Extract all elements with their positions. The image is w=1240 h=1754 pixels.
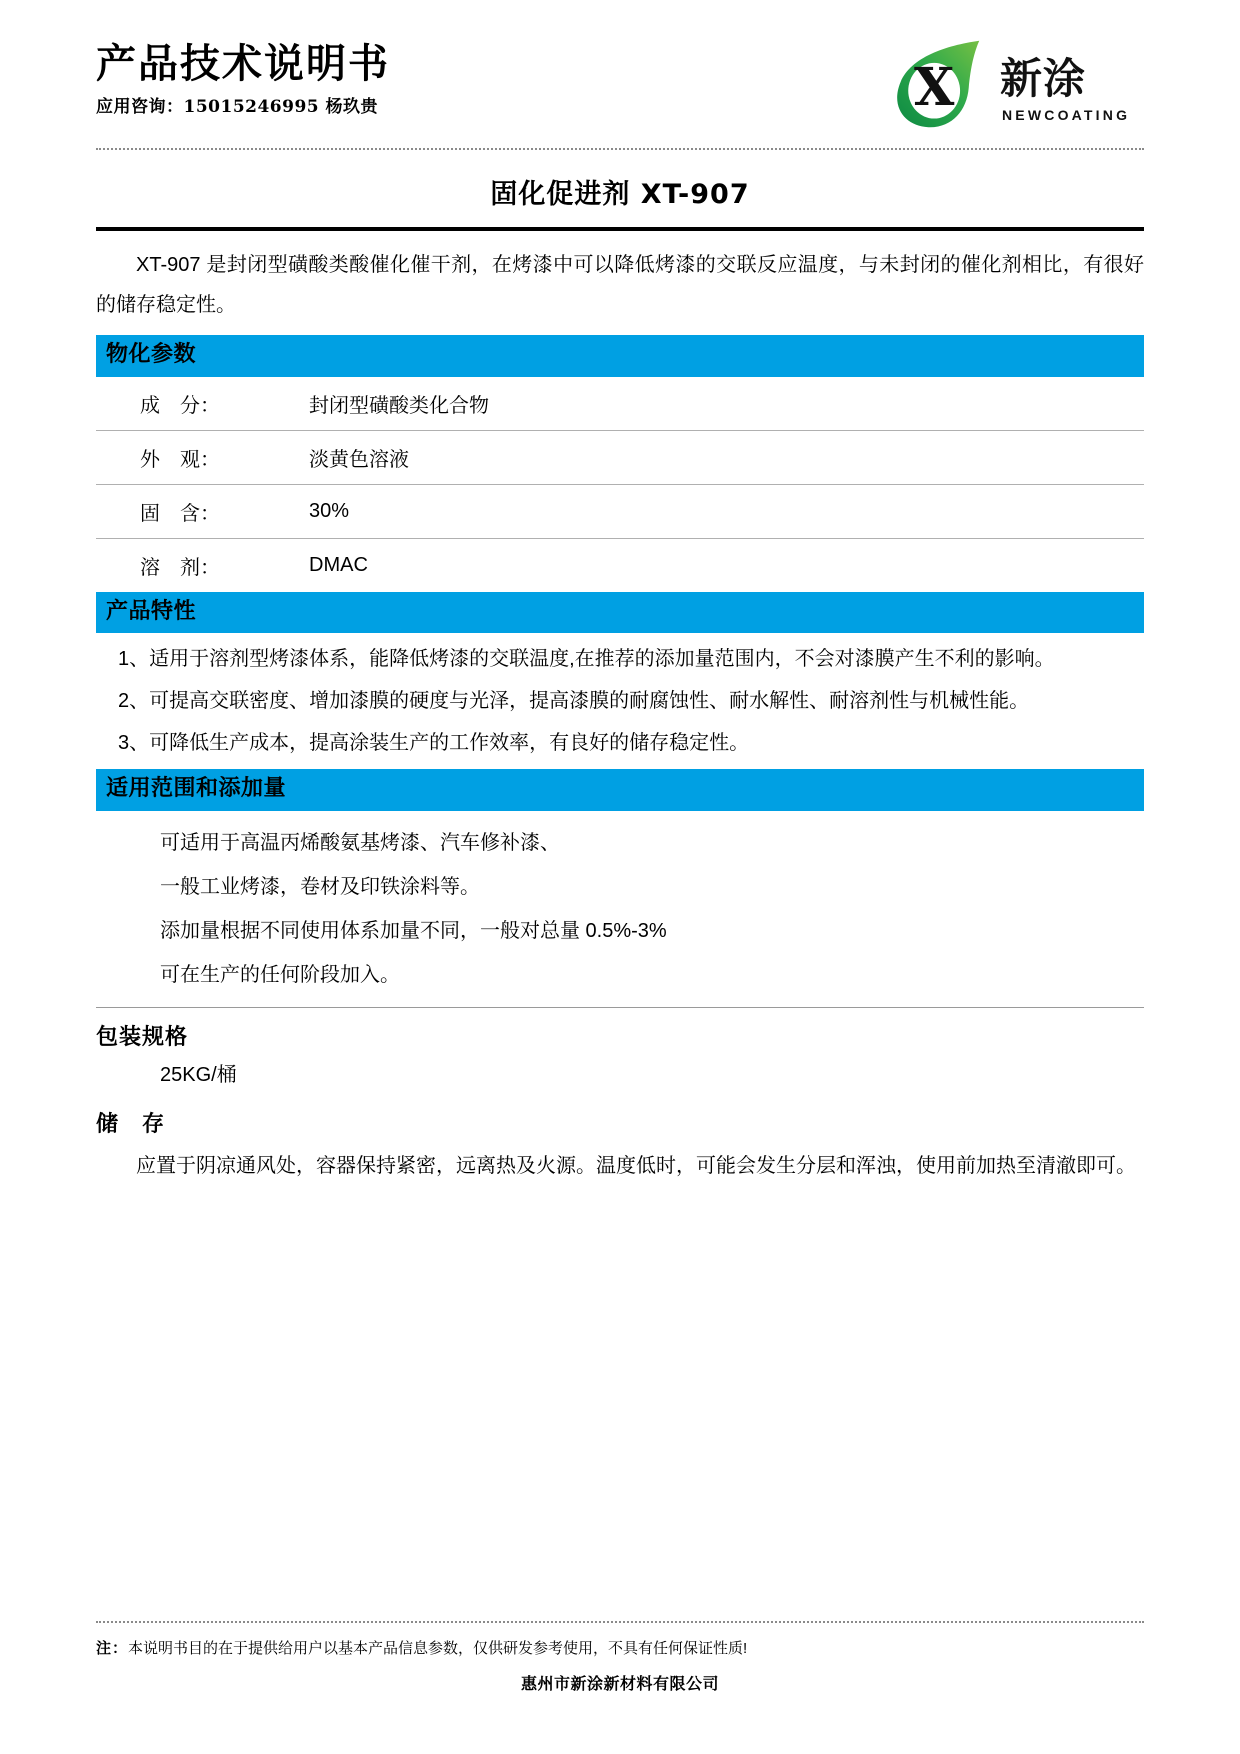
table-row: [96, 377, 1144, 431]
packaging-value: 25KG/桶: [160, 1063, 237, 1086]
title-double-rule: [96, 227, 1144, 231]
spec-label: 固 含：: [96, 484, 305, 538]
list-item: 3、可降低生产成本，提高涂装生产的工作效率，有良好的储存稳定性。: [118, 732, 750, 754]
footer-note-text: 本说明书目的在于提供给用户以基本产品信息参数，仅供研发参考使用，不具有任何保证性质!: [128, 1640, 748, 1657]
section-heading-storage: 储 存: [96, 1111, 166, 1137]
spec-label: 外 观：: [96, 430, 305, 484]
company-name: 惠州市新涂新材料有限公司: [520, 1676, 719, 1693]
header-right: [880, 34, 1150, 134]
physical-parameters-table: [96, 377, 1144, 592]
product-title: 固化促进剂 XT-907: [490, 179, 750, 210]
table-row: [96, 430, 1144, 484]
logo-letter-x: X: [914, 57, 955, 118]
list-item: 2、可提高交联密度、增加漆膜的硬度与光泽，提高漆膜的耐腐蚀性、耐水解性、耐溶剂性与机械性能。: [118, 690, 1030, 712]
features-list: [96, 633, 1144, 769]
table-row: [96, 484, 1144, 538]
spec-value: DMAC: [309, 553, 368, 576]
list-item: 一般工业烤漆，卷材及印铁涂料等。: [160, 875, 480, 898]
list-item: 可在生产的任何阶段加入。: [160, 963, 400, 986]
section-heading-features: 产品特性: [96, 592, 1144, 634]
intro-paragraph: XT-907 是封闭型磺酸类酸催化催干剂，在烤漆中可以降低烤漆的交联反应温度，与未封闭的催化剂相比，有很好的储存稳定性。: [96, 254, 1144, 316]
company-logo: [880, 34, 1150, 134]
list-item: 添加量根据不同使用体系加量不同，一般对总量 0.5%-3%: [160, 919, 667, 942]
logo-brand-en: NEWCOATING: [1002, 107, 1131, 123]
list-item: 1、适用于溶剂型烤漆体系，能降低烤漆的交联温度,在推荐的添加量范围内，不会对漆膜产生不利的影响。: [118, 648, 1055, 670]
section-heading-packaging: 包装规格: [96, 1024, 189, 1050]
footer-disclaimer: [96, 1637, 1144, 1661]
section-heading-application: 适用范围和添加量: [96, 769, 1144, 811]
spec-value: 封闭型磺酸类化合物: [305, 377, 1144, 431]
document-content: [0, 245, 1240, 1186]
page-header: [0, 0, 1240, 134]
section-heading-physical: 物化参数: [96, 335, 1144, 377]
header-left: [96, 34, 390, 117]
page-title: 产品技术说明书: [96, 41, 390, 87]
footer-divider: [96, 1621, 1144, 1623]
spec-value: 30%: [305, 484, 1144, 538]
spec-value: 淡黄色溶液: [305, 430, 1144, 484]
page-footer: [0, 1621, 1240, 1694]
application-lines: [96, 811, 1144, 1003]
list-item: 可适用于高温丙烯酸氨基烤漆、汽车修补漆、: [160, 831, 560, 854]
spec-label: 成 分：: [96, 377, 305, 431]
footer-note-label: 注：: [96, 1640, 129, 1657]
storage-paragraph: 应置于阴凉通风处，容器保持紧密，远离热及火源。温度低时，可能会发生分层和浑浊，使用前加热至清澈即可。: [136, 1154, 1136, 1177]
logo-brand-cn: 新涂: [1000, 54, 1087, 103]
spec-label: 溶 剂：: [140, 556, 220, 579]
contact-line: 应用咨询：15015246995 杨玖贵: [96, 97, 379, 117]
table-row: [96, 538, 1144, 592]
